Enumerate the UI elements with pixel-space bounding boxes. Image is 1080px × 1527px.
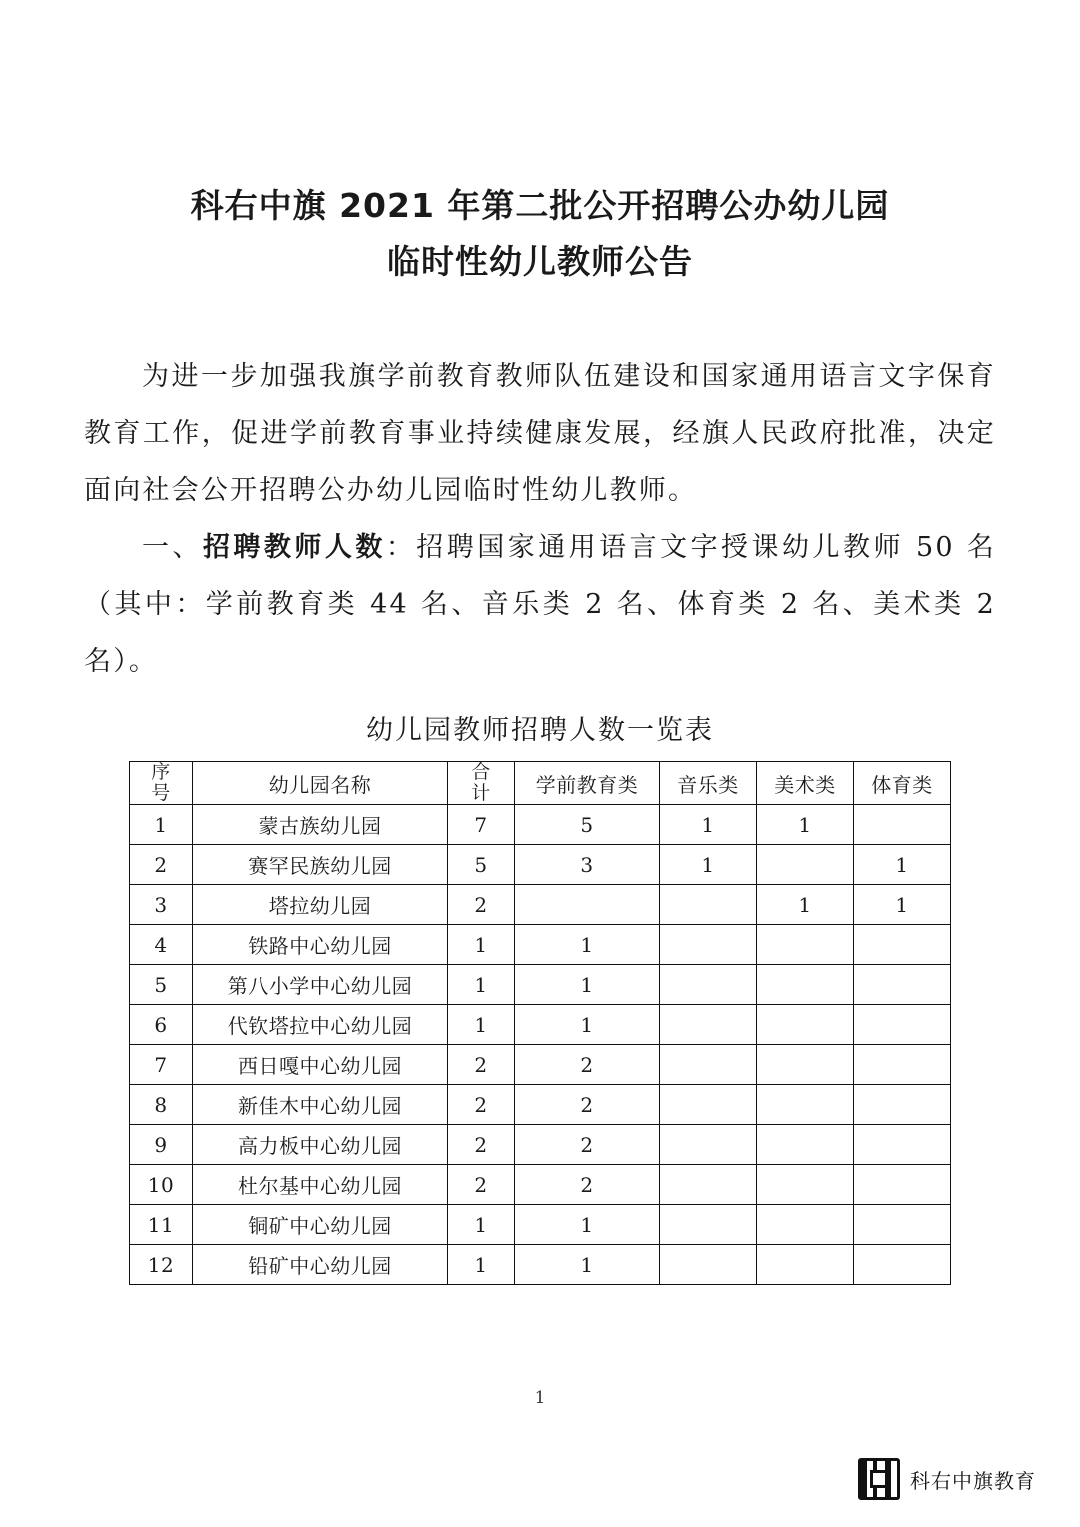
- cell-sports: [854, 1165, 951, 1205]
- cell-name: 第八小学中心幼儿园: [193, 965, 448, 1005]
- table-row: [130, 1005, 951, 1045]
- cell-music: [660, 1125, 757, 1165]
- table-row: [130, 805, 951, 845]
- cell-music: [660, 885, 757, 925]
- section-1-line: [84, 519, 996, 690]
- column-header-preschool: 学前教育类: [515, 762, 660, 805]
- column-header-music: 音乐类: [660, 762, 757, 805]
- cell-name: 西日嘎中心幼儿园: [193, 1045, 448, 1085]
- table-row: [130, 1165, 951, 1205]
- cell-total: 7: [448, 805, 515, 845]
- cell-sports: 1: [854, 845, 951, 885]
- column-header-total-line-1: 合: [471, 761, 491, 783]
- cell-index: 8: [130, 1085, 193, 1125]
- cell-music: 1: [660, 845, 757, 885]
- column-header-index-line-2: 号: [151, 782, 171, 804]
- cell-music: [660, 965, 757, 1005]
- cell-art: [757, 1205, 854, 1245]
- cell-preschool: 5: [515, 805, 660, 845]
- cell-name: 塔拉幼儿园: [193, 885, 448, 925]
- cell-name: 代钦塔拉中心幼儿园: [193, 1005, 448, 1045]
- cell-total: 5: [448, 845, 515, 885]
- table-row: [130, 1085, 951, 1125]
- cell-name: 杜尔基中心幼儿园: [193, 1165, 448, 1205]
- cell-preschool: 2: [515, 1045, 660, 1085]
- table-row: [130, 925, 951, 965]
- cell-index: 5: [130, 965, 193, 1005]
- cell-index: 3: [130, 885, 193, 925]
- table-row: [130, 845, 951, 885]
- page-title-line-1: 科右中旗 2021 年第二批公开招聘公办幼儿园: [190, 186, 890, 225]
- cell-art: [757, 925, 854, 965]
- section-1-body: ：招聘国家通用语言文字授课幼儿教师 50 名（其中：学前教育类 44 名、音乐类 2 名、体育类 2 名、美术类 2 名）。: [84, 532, 996, 677]
- cell-sports: [854, 1245, 951, 1285]
- cell-index: 12: [130, 1245, 193, 1285]
- cell-index: 6: [130, 1005, 193, 1045]
- cell-index: 7: [130, 1045, 193, 1085]
- cell-total: 1: [448, 1205, 515, 1245]
- cell-name: 铜矿中心幼儿园: [193, 1205, 448, 1245]
- cell-preschool: 1: [515, 1005, 660, 1045]
- cell-music: [660, 1205, 757, 1245]
- cell-music: 1: [660, 805, 757, 845]
- cell-music: [660, 1165, 757, 1205]
- cell-sports: [854, 805, 951, 845]
- cell-sports: [854, 1005, 951, 1045]
- section-1-heading: 招聘教师人数: [202, 532, 386, 563]
- cell-art: [757, 845, 854, 885]
- cell-total: 2: [448, 1125, 515, 1165]
- cell-music: [660, 1245, 757, 1285]
- footer-watermark: [858, 1458, 1036, 1500]
- cell-total: 2: [448, 885, 515, 925]
- cell-music: [660, 1085, 757, 1125]
- cell-sports: [854, 1045, 951, 1085]
- cell-preschool: 1: [515, 1245, 660, 1285]
- cell-art: [757, 965, 854, 1005]
- table-row: [130, 1045, 951, 1085]
- cell-art: [757, 1125, 854, 1165]
- cell-total: 2: [448, 1165, 515, 1205]
- page-number: 1: [534, 1388, 546, 1408]
- cell-total: 2: [448, 1045, 515, 1085]
- cell-sports: [854, 925, 951, 965]
- cell-sports: [854, 1125, 951, 1165]
- column-header-art: 美术类: [757, 762, 854, 805]
- section-1-marker: 一、: [142, 532, 203, 563]
- intro-paragraph: [84, 290, 996, 519]
- table-row: [130, 965, 951, 1005]
- cell-total: 1: [448, 1005, 515, 1045]
- cell-index: 1: [130, 805, 193, 845]
- cell-preschool: 1: [515, 965, 660, 1005]
- cell-music: [660, 925, 757, 965]
- recruitment-table: [129, 761, 951, 1285]
- cell-preschool: 2: [515, 1125, 660, 1165]
- cell-preschool: 3: [515, 845, 660, 885]
- column-header-index: [130, 762, 193, 805]
- cell-sports: [854, 1085, 951, 1125]
- cell-index: 10: [130, 1165, 193, 1205]
- cell-name: 蒙古族幼儿园: [193, 805, 448, 845]
- table-row: [130, 1205, 951, 1245]
- cell-name: 高力板中心幼儿园: [193, 1125, 448, 1165]
- cell-total: 1: [448, 965, 515, 1005]
- cell-name: 铅矿中心幼儿园: [193, 1245, 448, 1285]
- table-row: [130, 1125, 951, 1165]
- cell-art: 1: [757, 805, 854, 845]
- page-title: [84, 0, 996, 290]
- cell-index: 9: [130, 1125, 193, 1165]
- column-header-total: [448, 762, 515, 805]
- cell-art: 1: [757, 885, 854, 925]
- qr-code-icon: [858, 1458, 900, 1500]
- cell-art: [757, 1045, 854, 1085]
- cell-name: 铁路中心幼儿园: [193, 925, 448, 965]
- cell-index: 4: [130, 925, 193, 965]
- cell-music: [660, 1005, 757, 1045]
- footer-watermark-label: 科右中旗教育: [910, 1468, 1036, 1493]
- cell-sports: [854, 965, 951, 1005]
- cell-name: 赛罕民族幼儿园: [193, 845, 448, 885]
- cell-art: [757, 1165, 854, 1205]
- cell-index: 11: [130, 1205, 193, 1245]
- cell-preschool: 1: [515, 925, 660, 965]
- table-header-row: [130, 762, 951, 805]
- table-row: [130, 1245, 951, 1285]
- cell-art: [757, 1085, 854, 1125]
- column-header-index-line-1: 序: [151, 761, 171, 783]
- column-header-sports: 体育类: [854, 762, 951, 805]
- cell-preschool: 2: [515, 1085, 660, 1125]
- cell-sports: [854, 1205, 951, 1245]
- section-1: [84, 519, 996, 690]
- cell-total: 1: [448, 1245, 515, 1285]
- cell-music: [660, 1045, 757, 1085]
- page-title-line-2: 临时性幼儿教师公告: [387, 242, 693, 281]
- cell-name: 新佳木中心幼儿园: [193, 1085, 448, 1125]
- cell-preschool: [515, 885, 660, 925]
- cell-preschool: 2: [515, 1165, 660, 1205]
- column-header-total-line-2: 计: [471, 782, 491, 804]
- cell-total: 1: [448, 925, 515, 965]
- cell-sports: 1: [854, 885, 951, 925]
- table-body: [130, 805, 951, 1285]
- cell-preschool: 1: [515, 1205, 660, 1245]
- cell-art: [757, 1005, 854, 1045]
- column-header-name: 幼儿园名称: [193, 762, 448, 805]
- cell-total: 2: [448, 1085, 515, 1125]
- cell-index: 2: [130, 845, 193, 885]
- intro-paragraph-text: 为进一步加强我旗学前教育教师队伍建设和国家通用语言文字保育教育工作，促进学前教育事业持续健康发展，经旗人民政府批准，决定面向社会公开招聘公办幼儿园临时性幼儿教师。: [84, 361, 996, 506]
- cell-art: [757, 1245, 854, 1285]
- table-caption: 幼儿园教师招聘人数一览表: [366, 715, 714, 746]
- table-row: [130, 885, 951, 925]
